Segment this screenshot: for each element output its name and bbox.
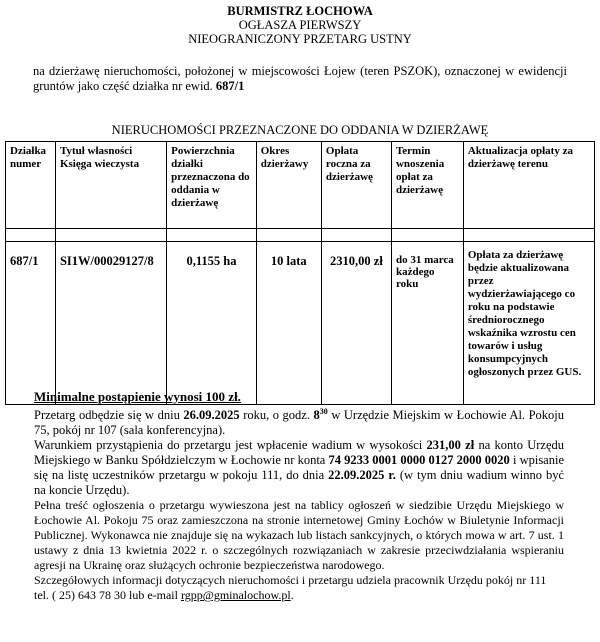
spacer-cell — [256, 229, 321, 242]
contact-info — [34, 573, 564, 603]
header-announces: OGŁASZA PIERWSZY — [238, 18, 362, 32]
deposit-text-2: na konto Urzędu Miejskiego w Banku Spółdzielczym w Łochowie nr konta — [34, 438, 565, 468]
header-cell: Termin wnoszenia opłat za dzierżawę — [391, 142, 463, 229]
intro-paragraph — [33, 64, 567, 94]
publication-note: Pełna treść ogłoszenia o przetargu wywieszona jest na tablicy ogłoszeń w siedzibie Urzędu Miejskiego w Łochowie Al. Pokoju 75 oraz zamieszczona na stronie internetowej Gminy Łochów w Biuletynie Informacji Publicznej. Wykonawca nie znajduje się na wykazach lub listach sankcyjnych, o których mowa w art. 7 ust. 1 ustawy z dnia 13 kwietnia 2022 r. o szczególnych rozwiązaniach w zakresie przeciwdziałania wspieraniu agresji na Ukrainę oraz służących ochronie bezpieczeństwa narodowego. — [34, 498, 564, 573]
header-auction-type: NIEOGRANICZONY PRZETARG USTNY — [188, 32, 412, 46]
annual-fee-cell: 2310,00 zł — [321, 242, 391, 405]
spacer-cell — [55, 229, 166, 242]
auction-location: w Urzędzie Miejskim w Łochowie Al. Pokoju 75, pokój nr 107 (sala konferencyjna). — [34, 408, 565, 438]
header-cell: Okres dzierżawy — [256, 142, 321, 229]
intro-parcel: 687/1 — [215, 79, 245, 93]
auction-minutes: 30 — [319, 407, 328, 416]
deposit-amount: 231,00 zł — [426, 438, 475, 453]
section-title: NIERUCHOMOŚCI PRZEZNACZONE DO ODDANIA W DZIERŻAWĘ — [111, 123, 489, 137]
intro-text: na dzierżawę nieruchomości, położonej w miejscowości Łojew (teren PSZOK), oznaczonej w ewidencji gruntów jako część działka nr ewid. — [33, 64, 567, 93]
deposit-text-4: (w tym dniu wadium winno być na koncie Urzędu). — [34, 468, 565, 498]
parcel-cell: 687/1 — [6, 242, 56, 405]
header-cell: Powierzchnia działki przeznaczona do oddania w dzierżawę — [167, 142, 257, 229]
spacer-cell — [321, 229, 391, 242]
deposit-text-3: i wpisanie się na listę uczestników przetargu w pokoju 111, do dnia — [34, 453, 564, 483]
payment-deadline-cell: do 31 marca każdego roku — [391, 242, 463, 405]
area-cell: 0,1155 ha — [167, 242, 257, 405]
deposit-deadline: 22.09.2025 r. — [328, 468, 396, 483]
announcement-body — [34, 389, 564, 603]
table-header-row — [6, 142, 595, 229]
spacer-cell — [6, 229, 56, 242]
auction-date: 26.09.2025 — [183, 408, 240, 423]
fee-update-cell: Opłata za dzierżawę będzie aktualizowana przez wydzierżawiającego co roku na podstawie średniorocznego wskaźnika wzrostu cen towarów i usług konsumpcyjnych ogłoszonych przez GUS. — [463, 242, 594, 405]
spacer-cell — [463, 229, 594, 242]
auction-details — [34, 404, 564, 438]
email-link[interactable]: rgpp@gminalochow.pl — [180, 588, 291, 603]
header-cell: Opłata roczna za dzierżawę — [321, 142, 391, 229]
contact-text: Szczegółowych informacji dotyczących nieruchomości i przetargu udziela pracownik Urzędu pokój nr 111 tel. ( 25) 643 78 30 lub e-mail — [34, 573, 547, 603]
spacer-cell — [167, 229, 257, 242]
auction-hour: 8 — [313, 408, 320, 423]
lease-period-cell: 10 lata — [256, 242, 321, 405]
auction-text-2: roku, o godz. — [243, 408, 310, 423]
document-header — [0, 4, 600, 46]
spacer-cell — [391, 229, 463, 242]
header-issuer: BURMISTRZ ŁOCHOWA — [227, 4, 373, 18]
auction-text: Przetarg odbędzie się w dniu — [34, 408, 180, 423]
table-row — [6, 242, 595, 405]
land-register-cell: SI1W/00029127/8 — [55, 242, 166, 405]
min-increment: Minimalne postąpienie wynosi 100 zł. — [34, 389, 241, 404]
deposit-details — [34, 438, 564, 498]
property-table — [5, 141, 595, 405]
header-cell: Aktualizacja opłaty za dzierżawę terenu — [463, 142, 594, 229]
header-cell: Tytuł własności Księga wieczysta — [55, 142, 166, 229]
contact-end: . — [290, 588, 294, 603]
deposit-text: Warunkiem przystąpienia do przetargu jest wpłacenie wadium w wysokości — [34, 438, 423, 453]
header-cell: Działka numer — [6, 142, 56, 229]
bank-account-number: 74 9233 0001 0000 0127 2000 0020 — [328, 453, 510, 468]
table-spacer-row — [6, 229, 595, 242]
